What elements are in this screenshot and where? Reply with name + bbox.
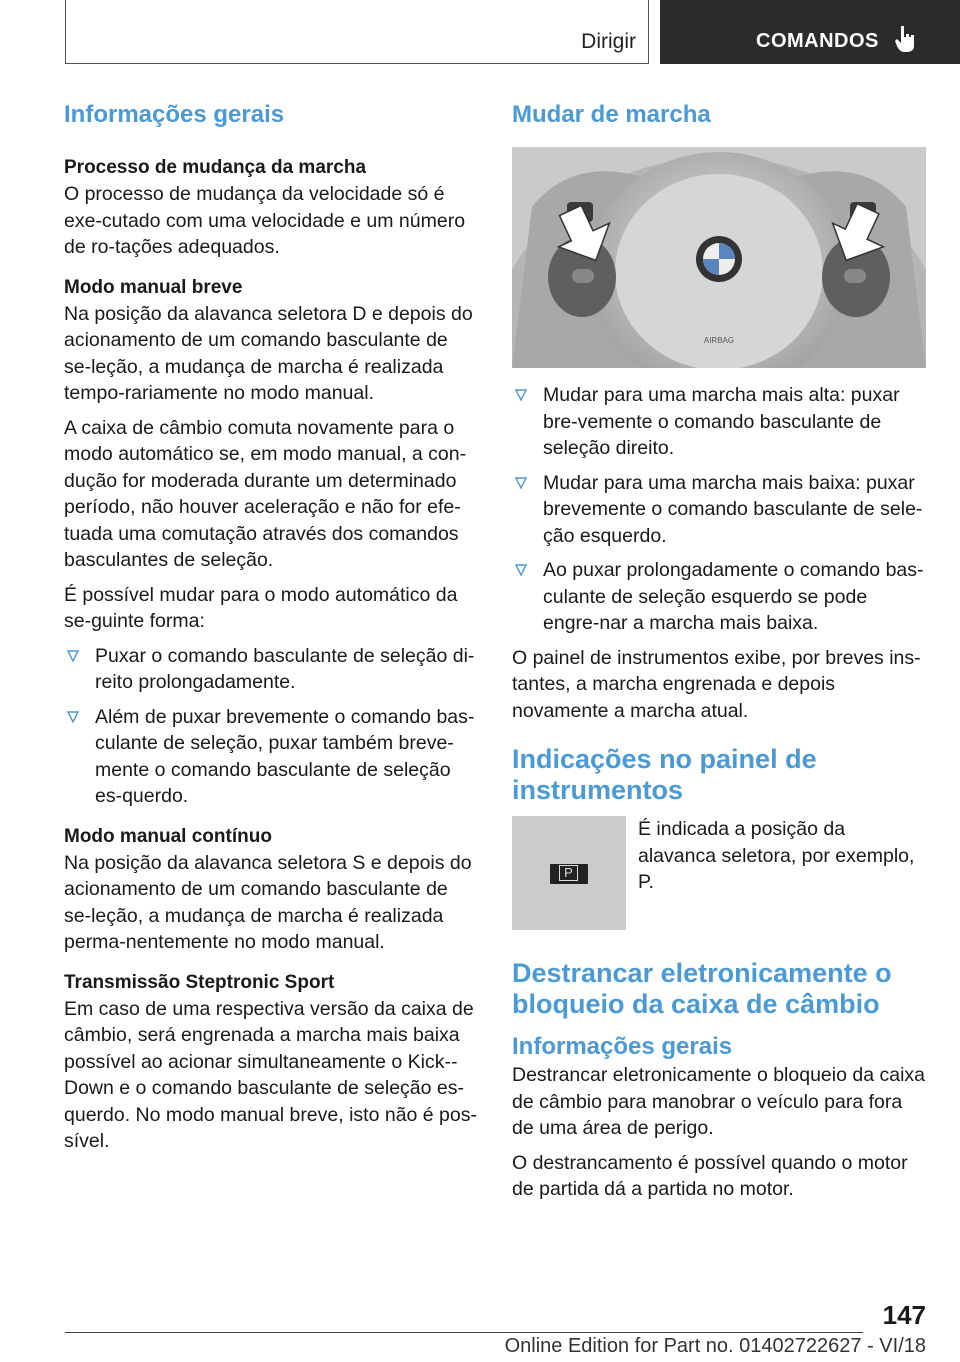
triangle-bullet-icon bbox=[515, 564, 527, 576]
pointing-hand-icon bbox=[894, 24, 918, 54]
paragraph-shift-process: O processo de mudança da velocidade só é exe-cutado com uma velocidade e um número de ro-tações adequados. bbox=[64, 183, 466, 258]
paragraph-brief-manual-2: A caixa de câmbio comuta novamente para o modo automático se, em modo manual, a con-dução for moderada durante um determinado período, não houver aceleração e não for efe-tuada uma comutação através dos comandos basculantes de seleção. bbox=[64, 416, 467, 571]
list-item bbox=[512, 470, 926, 550]
gear-indicator-label: P bbox=[559, 865, 578, 881]
paragraph-brief-manual-3: É possível mudar para o modo automático da se-guinte forma: bbox=[64, 583, 458, 632]
triangle-bullet-icon bbox=[515, 477, 527, 489]
triangle-bullet-icon bbox=[67, 650, 79, 662]
paragraph-instrument-panel: O painel de instrumentos exibe, por breves ins-tantes, a marcha engrenada e depois novamente a marcha atual. bbox=[512, 646, 921, 722]
bullet-text: Além de puxar brevemente o comando bas-culante de seleção, puxar também breve-mente o comando basculante de seleção es-querdo. bbox=[95, 705, 475, 807]
paragraph-unlock-1: Destrancar eletronicamente o bloqueio da caixa de câmbio para manobrar o veículo para fora de uma área de perigo. bbox=[512, 1064, 925, 1139]
steering-wheel-illustration bbox=[512, 147, 926, 368]
list-item bbox=[512, 557, 926, 637]
heading-general-info-2: Informações gerais bbox=[512, 1033, 733, 1060]
paragraph-indications: É indicada a posição da alavanca seletora, por exemplo, P. bbox=[638, 818, 915, 893]
airbag-label: AIRBAG bbox=[703, 336, 735, 345]
steering-wheel-figure bbox=[512, 147, 926, 368]
footer-edition: Online Edition for Part no. 01402722627 - VI/18 bbox=[504, 1335, 926, 1357]
bullet-text: Ao puxar prolongadamente o comando bas-culante de seleção esquerdo se pode engre-nar a marcha mais baixa. bbox=[543, 559, 924, 634]
bullet-text: Mudar para uma marcha mais baixa: puxar brevemente o comando basculante de sele-ção esquerdo. bbox=[543, 471, 923, 547]
left-column bbox=[64, 100, 478, 1155]
indication-block bbox=[512, 816, 926, 930]
heading-steptronic-sport: Transmissão Steptronic Sport bbox=[64, 971, 335, 993]
header-section-box bbox=[65, 0, 649, 64]
gear-display-figure bbox=[512, 816, 626, 930]
list-item bbox=[512, 382, 926, 462]
heading-indications: Indicações no painel de instrumentos bbox=[512, 744, 817, 805]
gear-indicator bbox=[550, 864, 588, 884]
heading-general-info: Informações gerais bbox=[64, 101, 285, 128]
list-item bbox=[64, 643, 478, 696]
heading-shift-process: Processo de mudança da marcha bbox=[64, 157, 367, 178]
triangle-bullet-icon bbox=[67, 711, 79, 723]
paragraph-unlock-2: O destrancamento é possível quando o motor de partida dá a partida no motor. bbox=[512, 1151, 908, 1200]
bullet-text: Puxar o comando basculante de seleção di-reito prolongadamente. bbox=[95, 644, 475, 693]
header-tab-label: COMANDOS bbox=[756, 30, 879, 52]
heading-continuous-manual: Modo manual contínuo bbox=[64, 825, 272, 847]
page-number: 147 bbox=[882, 1300, 926, 1330]
footer-divider bbox=[65, 1332, 863, 1333]
triangle-bullet-icon bbox=[515, 389, 527, 401]
paragraph-continuous-manual: Na posição da alavanca seletora S e depois do acionamento de um comando basculante de se-leção, a mudança de marcha é realizada perma-nentemente no modo manual. bbox=[64, 851, 472, 953]
paragraph-steptronic-sport: Em caso de uma respectiva versão da caixa de câmbio, será engrenada a marcha mais baixa possível ao acionar simultaneamente o Kick--Down e o comando basculante de seleção es-querdo. No modo manual breve, isto não é pos-sível. bbox=[64, 997, 477, 1152]
heading-change-gear: Mudar de marcha bbox=[512, 101, 711, 128]
heading-brief-manual: Modo manual breve bbox=[64, 276, 243, 298]
list-item bbox=[64, 704, 478, 810]
heading-unlock: Destrancar eletronicamente o bloqueio da caixa de câmbio bbox=[512, 958, 892, 1019]
right-column bbox=[512, 100, 926, 1203]
paragraph-brief-manual-1: Na posição da alavanca seletora D e depois do acionamento de um comando basculante de se-leção, a mudança de marcha é realizada tempo-rariamente no modo manual. bbox=[64, 302, 473, 404]
bullet-text: Mudar para uma marcha mais alta: puxar bre-vemente o comando basculante de seleção direito. bbox=[543, 384, 900, 459]
header-section-label: Dirigir bbox=[581, 30, 636, 53]
